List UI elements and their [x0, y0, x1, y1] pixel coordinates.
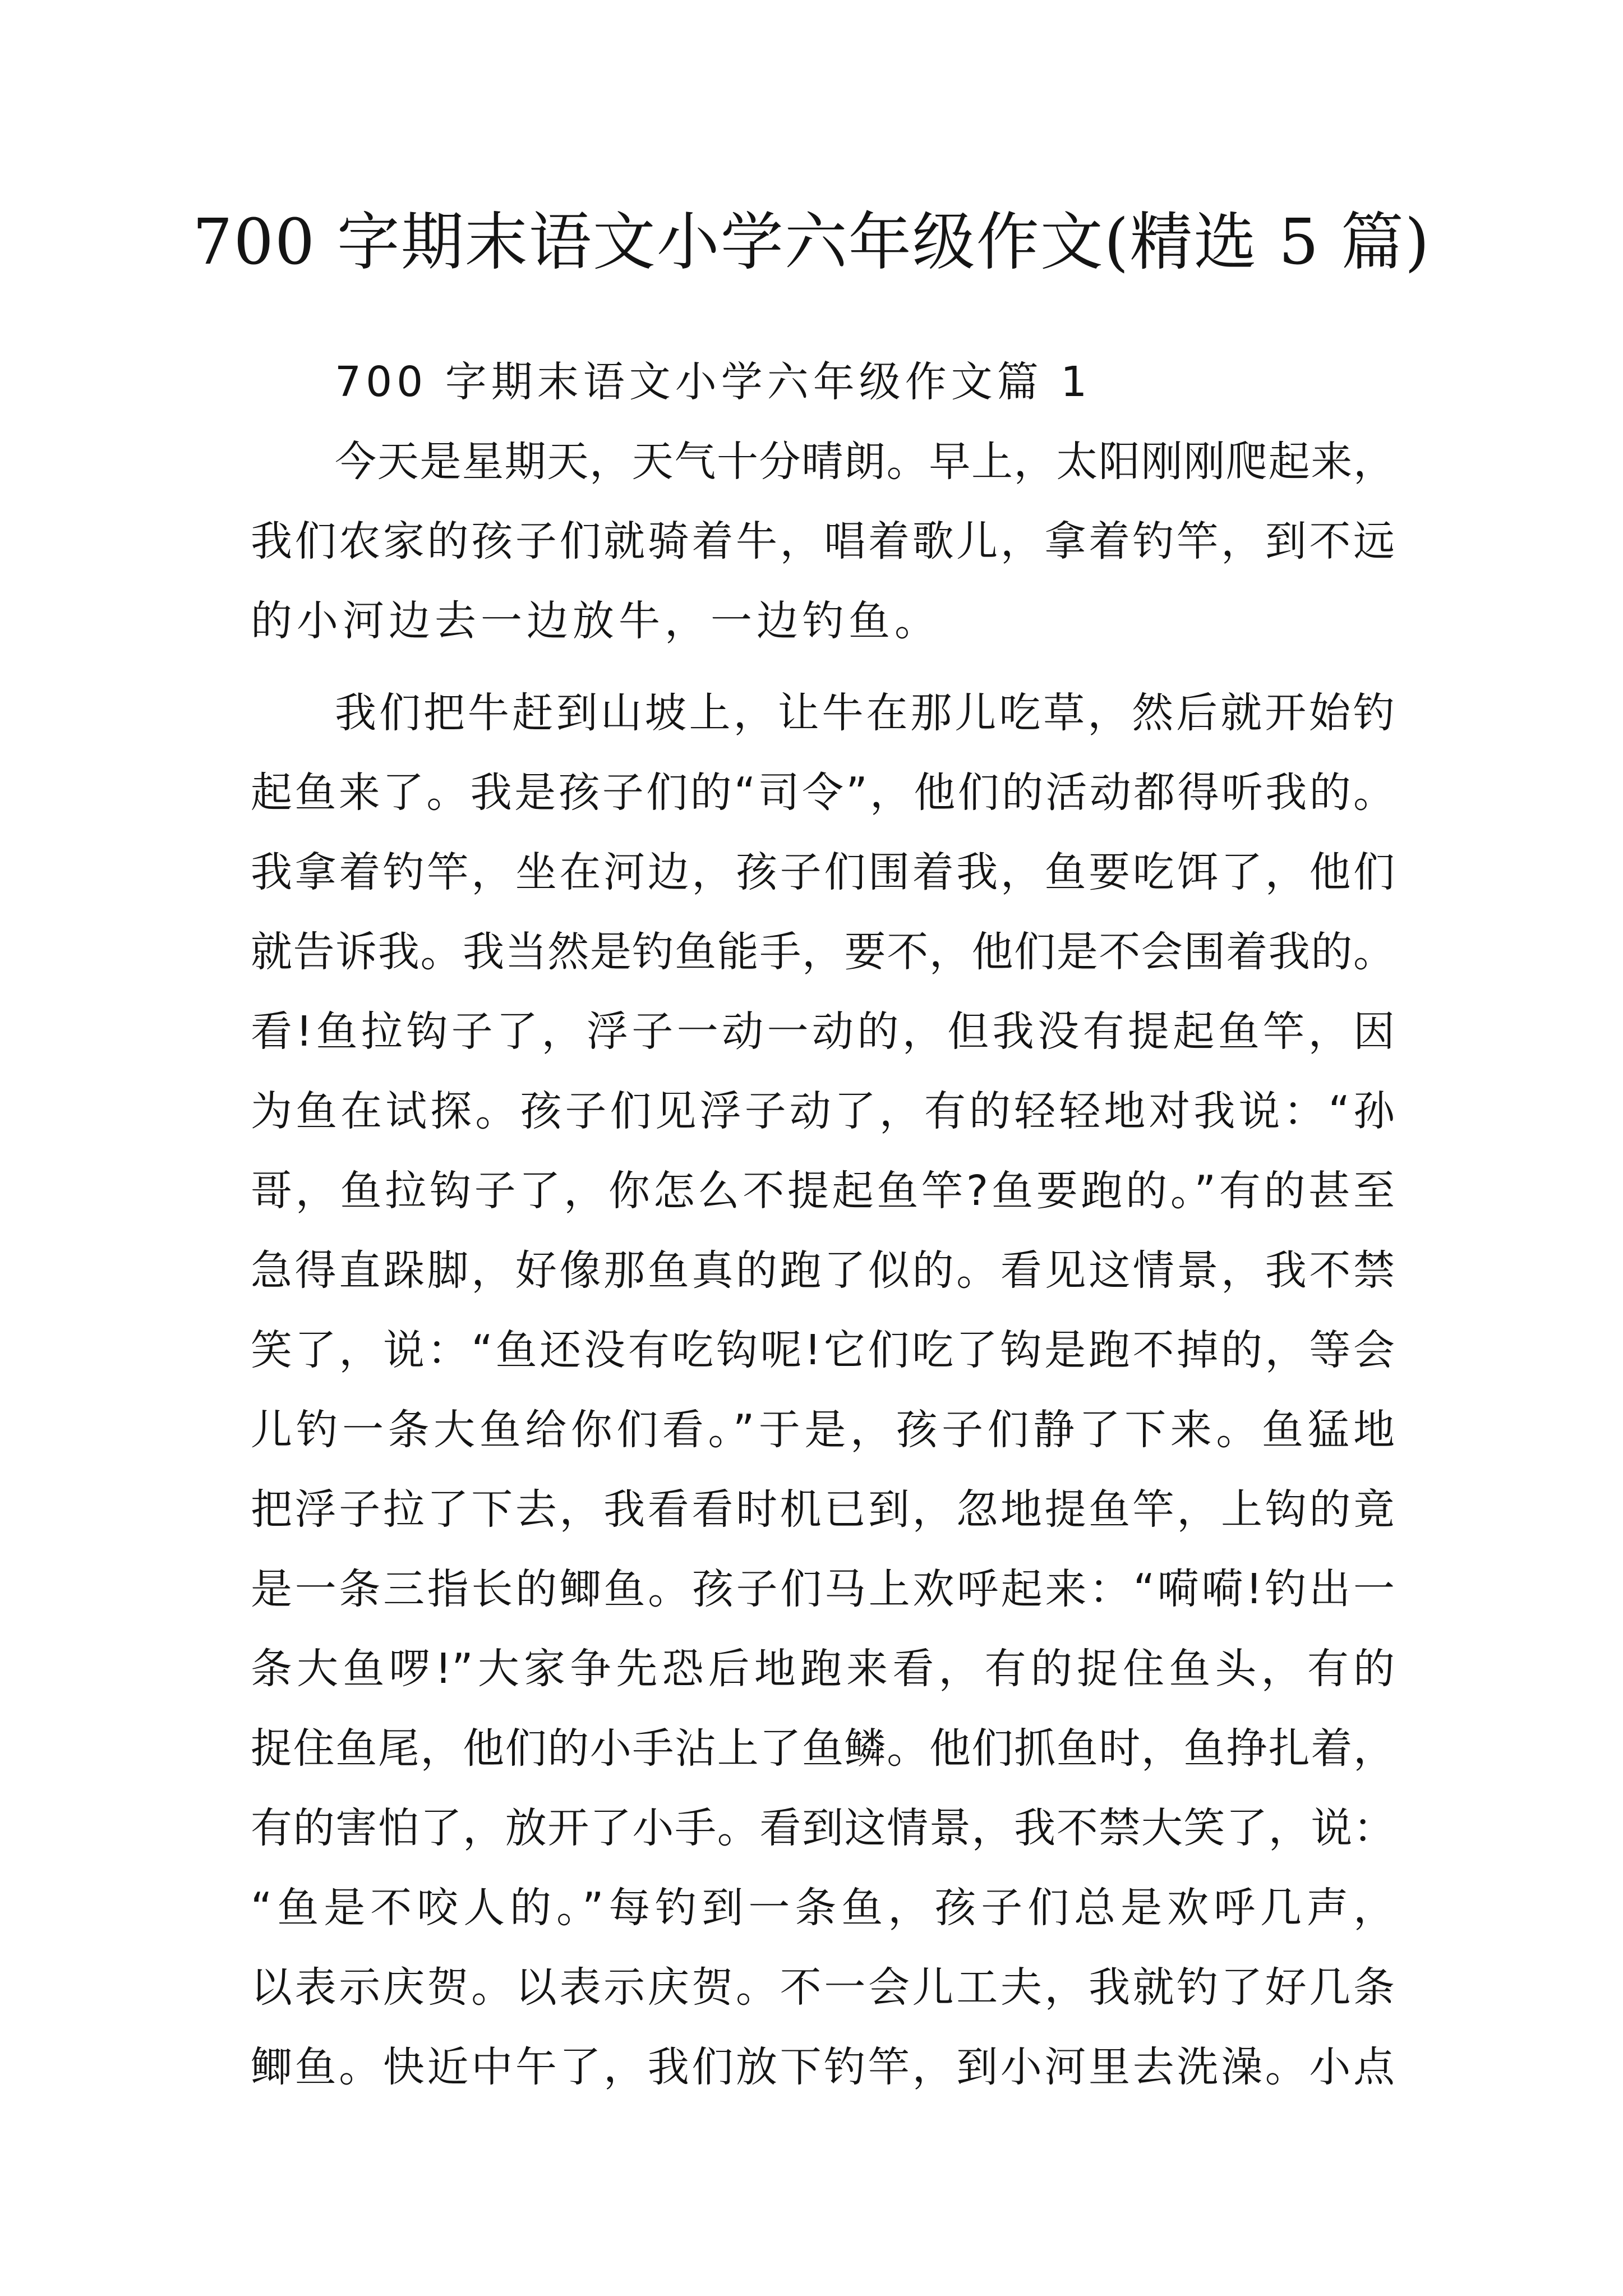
paragraph-line: 鲫鱼。快近中午了，我们放下钓竿，到小河里去洗澡。小点: [251, 2043, 1395, 2091]
paragraph-line: 以表示庆贺。以表示庆贺。不一会儿工夫，我就钓了好几条: [251, 1963, 1395, 2012]
paragraph-line: 我们农家的孩子们就骑着牛，唱着歌儿，拿着钓竿，到不远: [251, 517, 1395, 565]
paragraph-line: 为鱼在试探。孩子们见浮子动了，有的轻轻地对我说：“孙: [251, 1087, 1395, 1135]
section-heading: 700 字期末语文小学六年级作文篇 1: [335, 358, 1092, 406]
paragraph-line: 捉住鱼尾，他们的小手沾上了鱼鳞。他们抓鱼时，鱼挣扎着，: [251, 1724, 1395, 1773]
paragraph-line: 的小河边去一边放牛，一边钓鱼。: [251, 597, 940, 645]
paragraph-line: 就告诉我。我当然是钓鱼能手，要不，他们是不会围着我的。: [251, 928, 1395, 976]
paragraph-line: 看!鱼拉钩子了，浮子一动一动的，但我没有提起鱼竿，因: [251, 1007, 1395, 1056]
paragraph-line: 笑了，说：“鱼还没有吃钩呢!它们吃了钩是跑不掉的，等会: [251, 1326, 1395, 1374]
paragraph-line: 把浮子拉了下去，我看看时机已到，忽地提鱼竿，上钩的竟: [251, 1485, 1395, 1534]
paragraph-line: 有的害怕了，放开了小手。看到这情景，我不禁大笑了，说：: [251, 1804, 1395, 1852]
document-title: 700 字期末语文小学六年级作文(精选 5 篇): [192, 206, 1431, 279]
paragraph-line: 我们把牛赶到山坡上，让牛在那儿吃草，然后就开始钓: [335, 689, 1395, 737]
paragraph-line: 条大鱼啰!”大家争先恐后地跑来看，有的捉住鱼头，有的: [251, 1645, 1395, 1693]
paragraph-line: 急得直跺脚，好像那鱼真的跑了似的。看见这情景，我不禁: [251, 1246, 1395, 1295]
paragraph-spacer: [251, 661, 1395, 673]
paragraph-line: 哥，鱼拉钩子了，你怎么不提起鱼竿?鱼要跑的。”有的甚至: [251, 1167, 1395, 1215]
paragraph-line: 儿钓一条大鱼给你们看。”于是，孩子们静了下来。鱼猛地: [251, 1406, 1395, 1454]
paragraph-line: 是一条三指长的鲫鱼。孩子们马上欢呼起来：“嗬嗬!钓出一: [251, 1565, 1395, 1613]
document-body: [251, 342, 1395, 2107]
paragraph-line: “鱼是不咬人的。”每钓到一条鱼，孩子们总是欢呼几声，: [251, 1884, 1395, 1932]
paragraph-line: 今天是星期天，天气十分晴朗。早上，太阳刚刚爬起来，: [335, 438, 1395, 486]
paragraph-line: 起鱼来了。我是孩子们的“司令”，他们的活动都得听我的。: [251, 769, 1395, 817]
paragraph-line: 我拿着钓竿，坐在河边，孩子们围着我，鱼要吃饵了，他们: [251, 848, 1395, 896]
